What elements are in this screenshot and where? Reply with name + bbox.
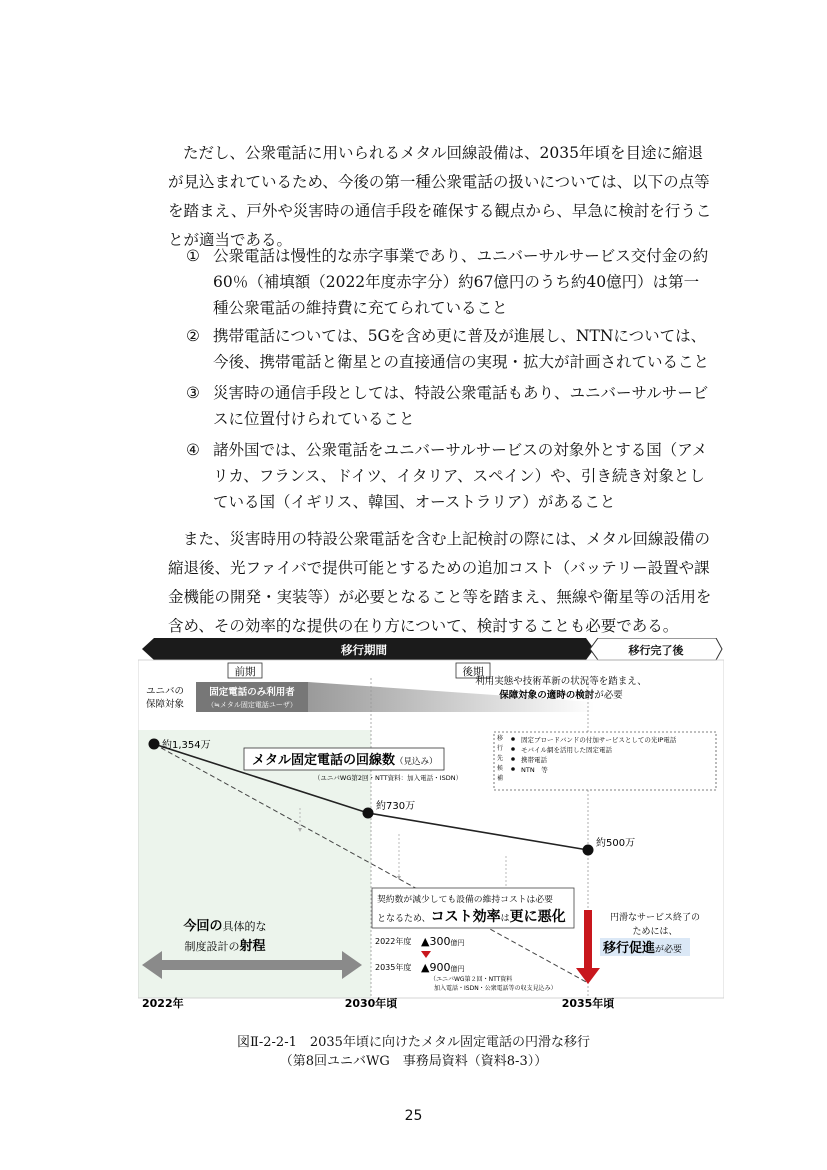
- x-tick-label: 2022年: [142, 997, 184, 1010]
- list-item: [186, 323, 712, 375]
- late-phase-label: 後期: [462, 666, 484, 678]
- list-item-text: 諸外国では、公衆電話をユニバーサルサービスの対象外とする国（アメリカ、フランス、ドイツ、イタリア、スペイン）や、引き続き対象としている国（イギリス、韓国、オーストラリア）があること: [213, 441, 708, 511]
- review-note-line1: 利用実態や技術革新の状況等を踏まえ、: [475, 676, 647, 687]
- deficit-source-2: 加入電話・ISDN・公衆電話等の収支見込み）: [434, 985, 557, 992]
- fixed-only-users-label: 固定電話のみ利用者: [209, 687, 295, 698]
- deficit-value-number: ▲300: [421, 935, 451, 948]
- list-item: [186, 243, 712, 321]
- data-point: [363, 808, 374, 819]
- candidate-bullet: [511, 757, 515, 761]
- scope-bold-2: 射程: [239, 939, 266, 954]
- deficit-value-number: ▲900: [421, 961, 451, 974]
- review-note-tail: が必要: [594, 690, 623, 701]
- smooth-end-bold: 移行促進: [603, 941, 656, 956]
- scope-bold-1: 今回の: [183, 919, 223, 934]
- migration-label-char: 行: [496, 745, 504, 752]
- intro-paragraph: ただし、公衆電話に用いられるメタル回線設備は、2035年頃を目途に縮退が見込まれているため、今後の第一種公衆電話の扱いについては、以下の点等を踏まえ、戸外や災害時の通信手段を確保する観点から、早急に検討を行うことが適当である。: [168, 144, 712, 249]
- figure-caption: 図Ⅱ-2-2-1 2035年頃に向けたメタル固定電話の円滑な移行: [237, 1035, 590, 1050]
- smooth-end-line2: ためには、: [632, 927, 678, 937]
- red-down-arrow-shaft: [584, 910, 592, 968]
- x-tick-label: 2030年頃: [344, 997, 398, 1010]
- followup-paragraph: また、災害時用の特設公衆電話を含む上記検討の際には、メタル回線設備の縮退後、光ファイバで提供可能とするための追加コスト（バッテリー設置や課金機能の開発・実装等）が必要となること等を踏まえ、無線や衛星等の活用を含め、その効率的な提供の在り方について、検討することも必要である。: [168, 530, 712, 635]
- data-label: 約1,354万: [162, 740, 211, 751]
- deficit-year: 2022年度: [375, 937, 412, 946]
- fixed-only-users-sub: （≒メタル固定電話ユーザ）: [207, 701, 297, 709]
- candidate-bullet: [511, 737, 515, 741]
- cost-bold-2: 更に悪化: [509, 909, 566, 925]
- data-label: 約500万: [596, 838, 636, 849]
- line-source: （ユニバWG第2回・NTT資料：加入電話・ISDN）: [313, 774, 463, 782]
- migration-figure: [138, 638, 724, 1010]
- data-label: 約730万: [376, 801, 416, 812]
- list-item: [186, 380, 712, 432]
- line-title-main: メタル固定電話の回線数: [252, 753, 396, 768]
- review-note-line2: [499, 689, 623, 701]
- list-item-number: ①: [186, 247, 200, 265]
- cost-bold-1: コスト効率: [430, 909, 501, 925]
- migration-label-char: 先: [496, 755, 504, 762]
- list-item-number: ③: [186, 384, 200, 402]
- deficit-value: [421, 935, 464, 948]
- data-point: [149, 739, 160, 750]
- early-phase-label: 前期: [234, 666, 256, 678]
- scope-line1: [182, 918, 266, 934]
- list-item: [186, 437, 712, 515]
- cost-line2-pre: となるため、: [377, 914, 431, 924]
- scope-line2: [184, 938, 265, 954]
- smooth-end-tail: が必要: [655, 945, 683, 955]
- candidate-bullet: [511, 767, 515, 771]
- deficit-unit: 億円: [450, 939, 465, 947]
- candidate-item: モバイル網を活用した固定電話: [521, 746, 612, 754]
- universal-target-label: 保障対象: [145, 699, 185, 710]
- cost-line1: 契約数が減少しても設備の維持コストは必要: [377, 895, 553, 905]
- scope-normal-1: 具体的な: [222, 920, 267, 933]
- review-note-bold: 保障対象の適時の検討: [499, 690, 595, 701]
- cost-mid: は: [500, 914, 510, 924]
- universal-target-label: ユニバの: [145, 686, 185, 697]
- list-item-number: ②: [186, 327, 200, 345]
- deficit-year: 2035年度: [375, 963, 412, 972]
- deficit-value: [421, 961, 464, 974]
- data-point: [583, 845, 594, 856]
- candidate-item: NTN 等: [521, 766, 548, 774]
- list-item-text: 公衆電話は慢性的な赤字事業であり、ユニバーサルサービス交付金の約60％（補填額（2022年度赤字分）約67億円のうち約40億円）は第一種公衆電話の維持費に充てられていること: [213, 247, 709, 317]
- migration-label-char: 移: [496, 735, 504, 742]
- candidate-bullet: [511, 747, 515, 751]
- candidate-item: 固定ブロードバンドの付加サービスとしての光IP電話: [521, 736, 677, 744]
- worsening-arrow: [421, 951, 431, 958]
- scope-normal-2: 制度設計の: [184, 940, 240, 953]
- migration-label-char: 補: [496, 775, 504, 782]
- transition-period-label: 移行期間: [341, 643, 387, 657]
- list-item-text: 携帯電話については、5Gを含め更に普及が進展し、NTNについては、今後、携帯電話と衛星との直接通信の実現・拡大が計画されていること: [213, 327, 710, 371]
- x-tick-label: 2035年頃: [561, 997, 615, 1010]
- candidate-item: 携帯電話: [521, 756, 547, 764]
- transition-complete-label: 移行完了後: [628, 644, 684, 657]
- line-title-suffix: （見込み）: [395, 757, 438, 767]
- red-down-arrow-head: [576, 968, 600, 984]
- page-number: 25: [404, 1108, 423, 1124]
- deficit-unit: 億円: [450, 965, 465, 973]
- list-item-text: 災害時の通信手段としては、特設公衆電話もあり、ユニバーサルサービスに位置付けられていること: [213, 384, 709, 428]
- list-item-number: ④: [186, 441, 200, 459]
- migration-label-char: 候: [496, 765, 504, 772]
- figure-source: （第8回ユニバWG 事務局資料（資料8-3））: [279, 1054, 548, 1069]
- deficit-source-1: （ユニバWG第２回・NTT資料: [430, 976, 513, 983]
- smooth-end-line1: 円滑なサービス終了の: [609, 913, 701, 923]
